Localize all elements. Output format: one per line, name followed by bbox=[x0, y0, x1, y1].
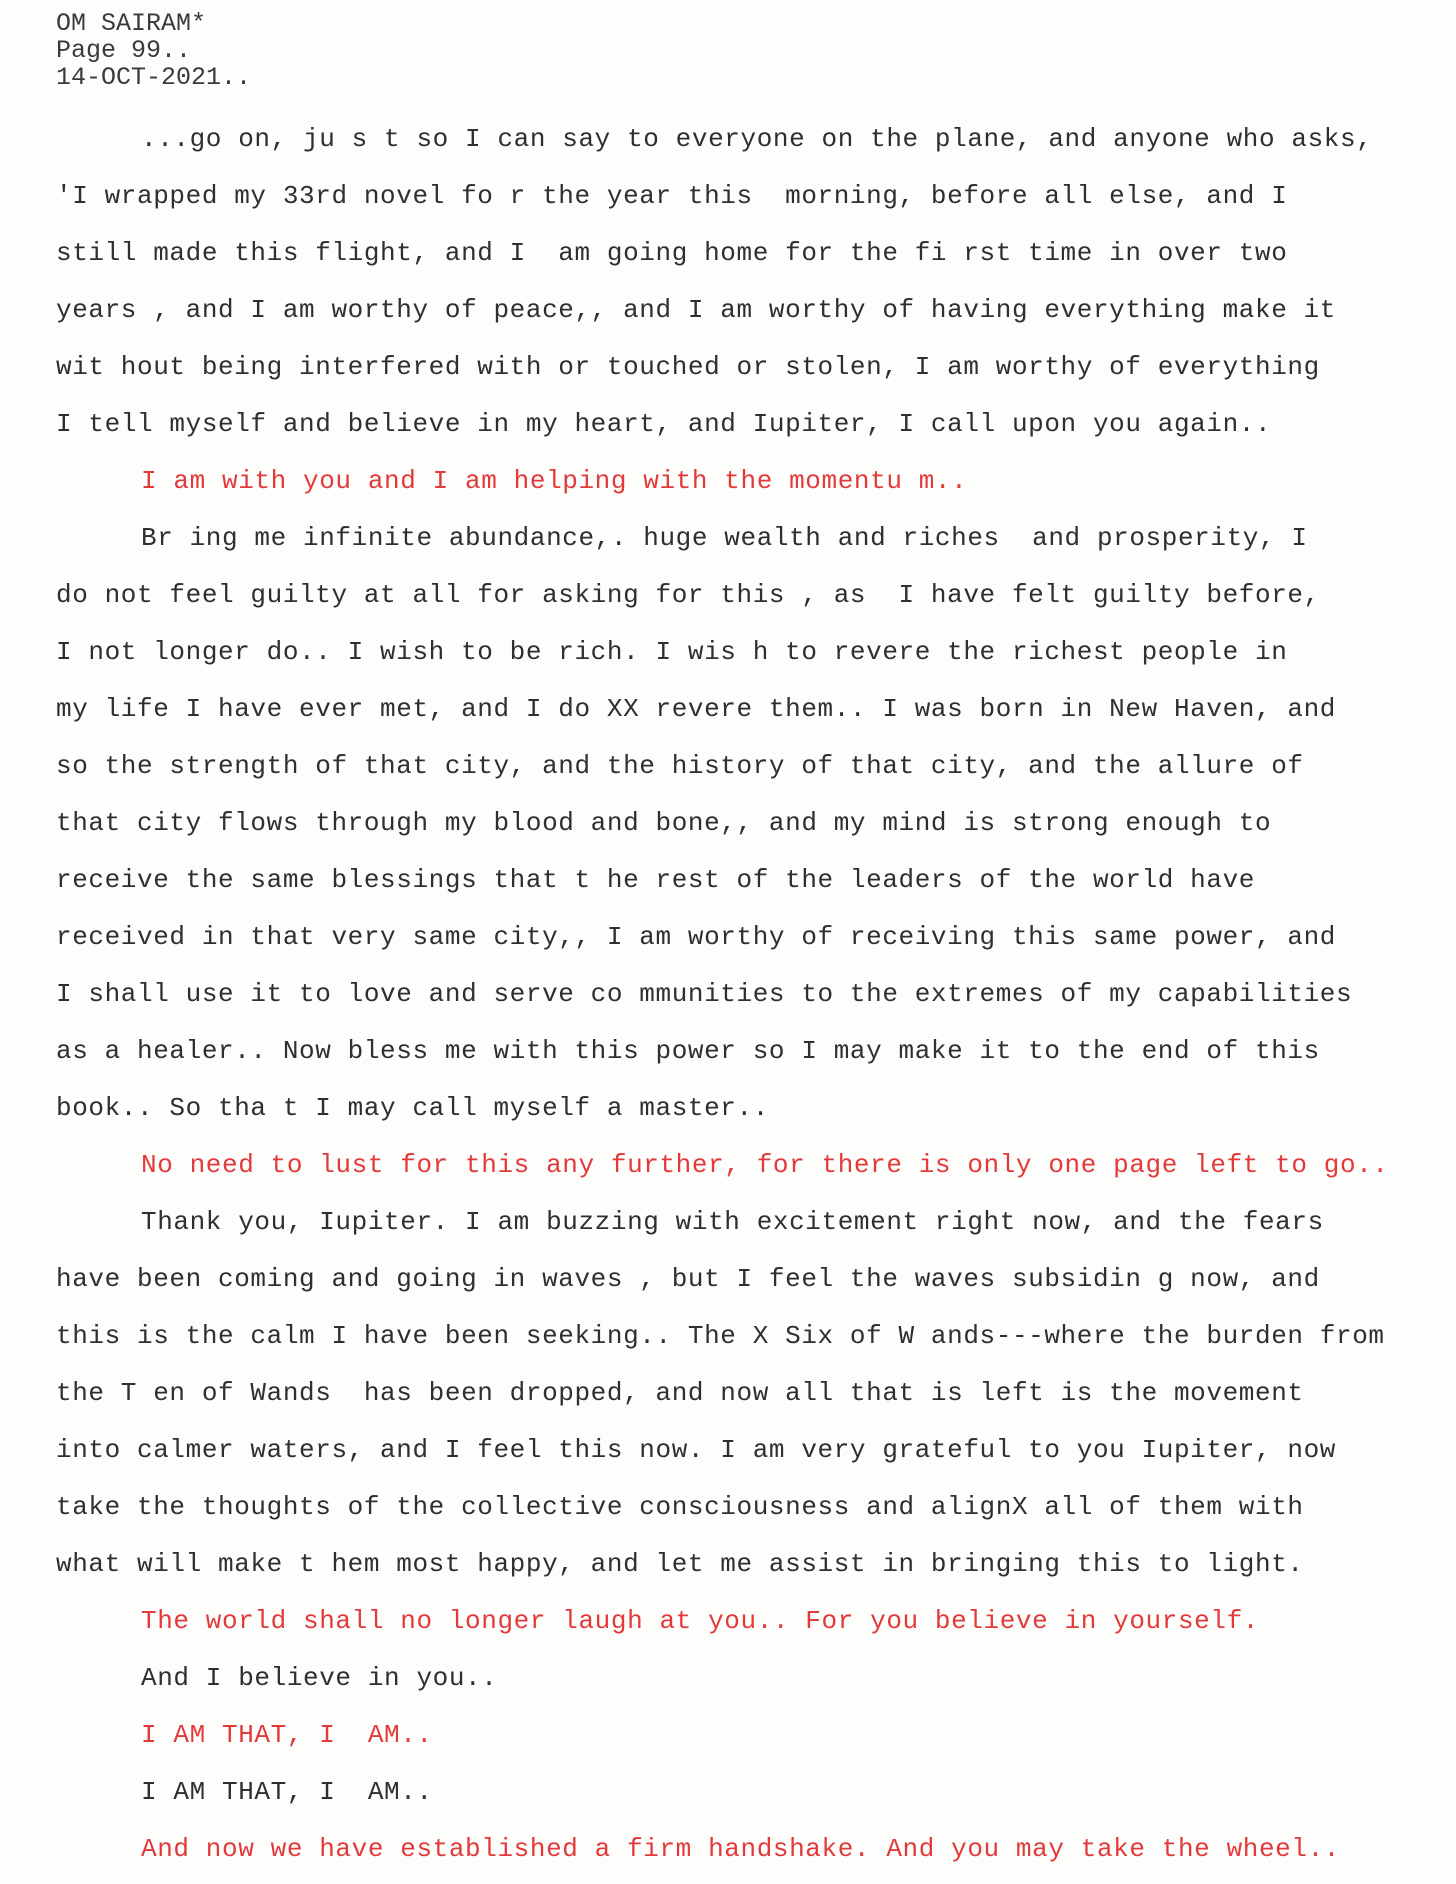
text-line: I shall use it to love and serve co mmunities to the extremes of my capabilities bbox=[56, 979, 1353, 1009]
text-line: into calmer waters, and I feel this now. I am very grateful to you Iupiter, now bbox=[56, 1435, 1336, 1465]
text-line: 'I wrapped my 33rd novel fo r the year this morning, before all else, and I bbox=[56, 181, 1288, 211]
text-line: that city flows through my blood and bone,, and my mind is strong enough to bbox=[56, 808, 1272, 838]
text-line: my life I have ever met, and I do XX revere them.. I was born in New Haven, and bbox=[56, 694, 1336, 724]
text-line-red: The world shall no longer laugh at you.. For you believe in yourself. bbox=[141, 1606, 1259, 1636]
text-line: Br ing me infinite abundance,. huge wealth and riches and prosperity, I bbox=[141, 523, 1308, 553]
text-line: I tell myself and believe in my heart, and Iupiter, I call upon you again.. bbox=[56, 409, 1272, 439]
text-line-red: I am with you and I am helping with the momentu m.. bbox=[141, 466, 968, 496]
text-line: still made this flight, and I am going home for the fi rst time in over two bbox=[56, 238, 1288, 268]
text-line: this is the calm I have been seeking.. The X Six of W ands---where the burden from bbox=[56, 1321, 1385, 1351]
text-line: years , and I am worthy of peace,, and I am worthy of having everything make it bbox=[56, 295, 1336, 325]
text-line: as a healer.. Now bless me with this power so I may make it to the end of this bbox=[56, 1036, 1320, 1066]
text-line: do not feel guilty at all for asking for this , as I have felt guilty before, bbox=[56, 580, 1320, 610]
page-date: 14-OCT-2021.. bbox=[56, 63, 252, 92]
page-header bbox=[56, 10, 251, 91]
text-line: so the strength of that city, and the history of that city, and the allure of bbox=[56, 751, 1304, 781]
text-line: the T en of Wands has been dropped, and now all that is left is the movement bbox=[56, 1378, 1304, 1408]
text-line: ...go on, ju s t so I can say to everyone on the plane, and anyone who asks, bbox=[141, 124, 1373, 154]
text-line: take the thoughts of the collective consciousness and alignX all of them with bbox=[56, 1492, 1304, 1522]
text-line: I not longer do.. I wish to be rich. I wis h to revere the richest people in bbox=[56, 637, 1288, 667]
text-line: wit hout being interfered with or touched or stolen, I am worthy of everything bbox=[56, 352, 1320, 382]
text-line: what will make t hem most happy, and let me assist in bringing this to light. bbox=[56, 1549, 1304, 1579]
text-line: have been coming and going in waves , but I feel the waves subsidin g now, and bbox=[56, 1264, 1320, 1294]
text-line: Thank you, Iupiter. I am buzzing with excitement right now, and the fears bbox=[141, 1207, 1324, 1237]
text-line: And I believe in you.. bbox=[141, 1663, 498, 1693]
text-line: I AM THAT, I AM.. bbox=[141, 1777, 433, 1807]
text-line-red: No need to lust for this any further, for there is only one page left to go.. bbox=[141, 1150, 1389, 1180]
text-line-red: I AM THAT, I AM.. bbox=[141, 1720, 433, 1750]
page-number: Page 99.. bbox=[56, 36, 192, 65]
text-line-red: And now we have established a firm handshake. And you may take the wheel.. bbox=[141, 1834, 1340, 1864]
text-line: received in that very same city,, I am worthy of receiving this same power, and bbox=[56, 922, 1336, 952]
header-title: OM SAIRAM* bbox=[56, 9, 207, 38]
text-line: book.. So tha t I may call myself a master.. bbox=[56, 1093, 769, 1123]
text-line: receive the same blessings that t he rest of the leaders of the world have bbox=[56, 865, 1255, 895]
